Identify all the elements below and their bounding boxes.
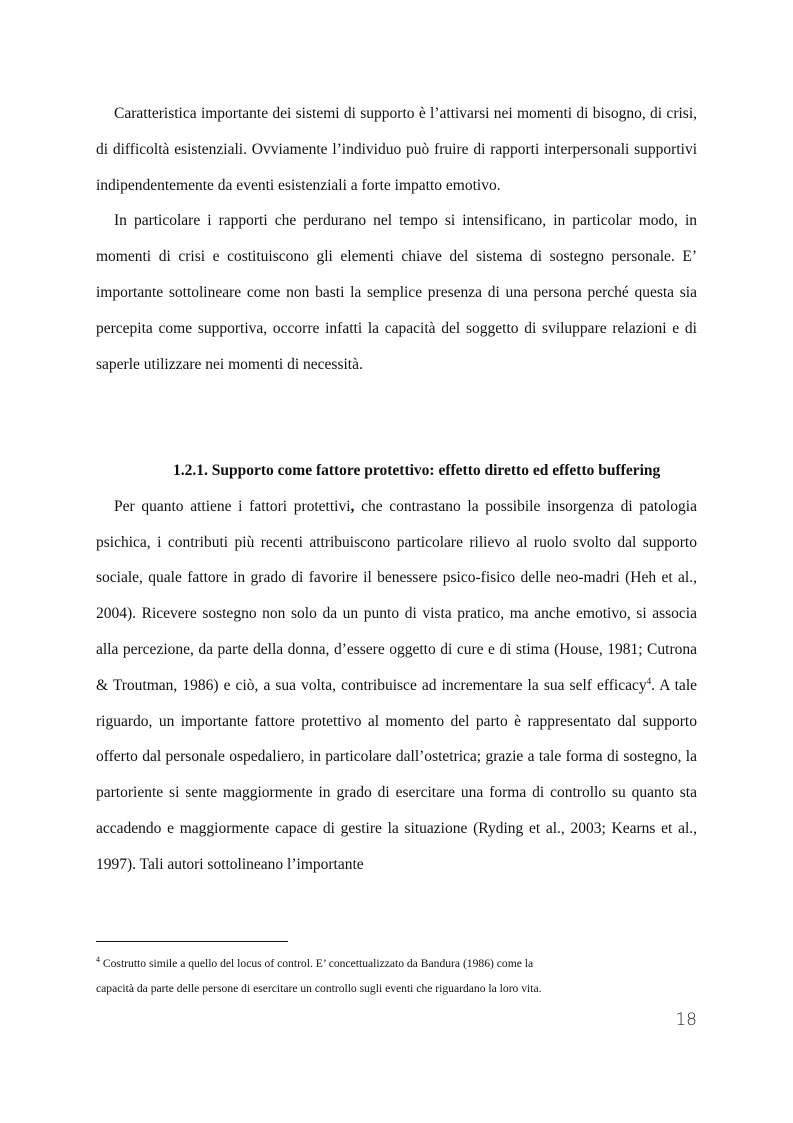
footnote-number: 4 — [96, 955, 100, 965]
footnote-line-2: capacità da parte delle persone di esercitare un controllo sugli eventi che riguardano la loro vita. — [96, 982, 542, 995]
footnote-reference[interactable]: 4 — [646, 675, 652, 686]
paragraph-support-systems: Caratteristica importante dei sistemi di supporto è l’attivarsi nei momenti di bisogno, di crisi, di difficoltà esistenziali. Ovviamente l’individuo può fruire di rapporti interpersonali supportivi indipendentemente da eventi esistenziali a forte impatto emotivo. — [96, 105, 697, 194]
bold-comma: , — [350, 497, 355, 515]
paragraph-text-part1: Per quanto attiene i fattori protettivi — [114, 497, 351, 515]
page-number: 18 — [675, 1010, 697, 1030]
footnote-separator — [96, 941, 288, 942]
section-heading: 1.2.1. Supporto come fattore protettivo: effetto diretto ed effetto buffering — [173, 462, 661, 479]
intro-text-block — [96, 96, 697, 382]
paragraph-text-part3: . A tale riguardo, un importante fattore protettivo al momento del parto è rappresentato dal supporto offerto dal personale ospedaliero, in particolare dall’ostetrica; grazie a tale forma di sostegno, la partoriente si sente maggiormente in grado di esercitare una forma di controllo su quanto sta accadendo e maggiormente capace di gestire la situazione (Ryding et al., 2003; Kearns et al., 1997). Tali autori sottolineano l’importante — [96, 676, 697, 873]
section-text-block — [96, 453, 697, 883]
paragraph-protective-factors — [96, 489, 697, 883]
paragraph-text-part2: che contrastano la possibile insorgenza di patologia psichica, i contributi più recenti attribuiscono particolare rilievo al ruolo svolto dal supporto sociale, quale fattore in grado di favorire il benessere psico-fisico delle neo-madri (Heh et al., 2004). Ricevere sostegno non solo da un punto di vista pratico, ma anche emotivo, si associa alla percezione, da parte della donna, d’essere oggetto di cure e di stima (House, 1981; Cutrona & Troutman, 1986) e ciò, a sua volta, contribuisce ad incrementare la sua self efficacy — [96, 497, 697, 694]
footnote-line-1: Costrutto simile a quello del locus of control. E’ concettualizzato da Bandura (1986) come la — [100, 957, 534, 970]
footnote — [96, 951, 697, 1001]
paragraph-lasting-relationships: In particolare i rapporti che perdurano nel tempo si intensificano, in particolar modo, in momenti di crisi e costituiscono gli elementi chiave del sistema di sostegno personale. E’ importante sottolineare come non basti la semplice presenza di una persona perché questa sia percepita come supportiva, occorre infatti la capacità del soggetto di sviluppare relazioni e di saperle utilizzare nei momenti di necessità. — [96, 212, 697, 373]
